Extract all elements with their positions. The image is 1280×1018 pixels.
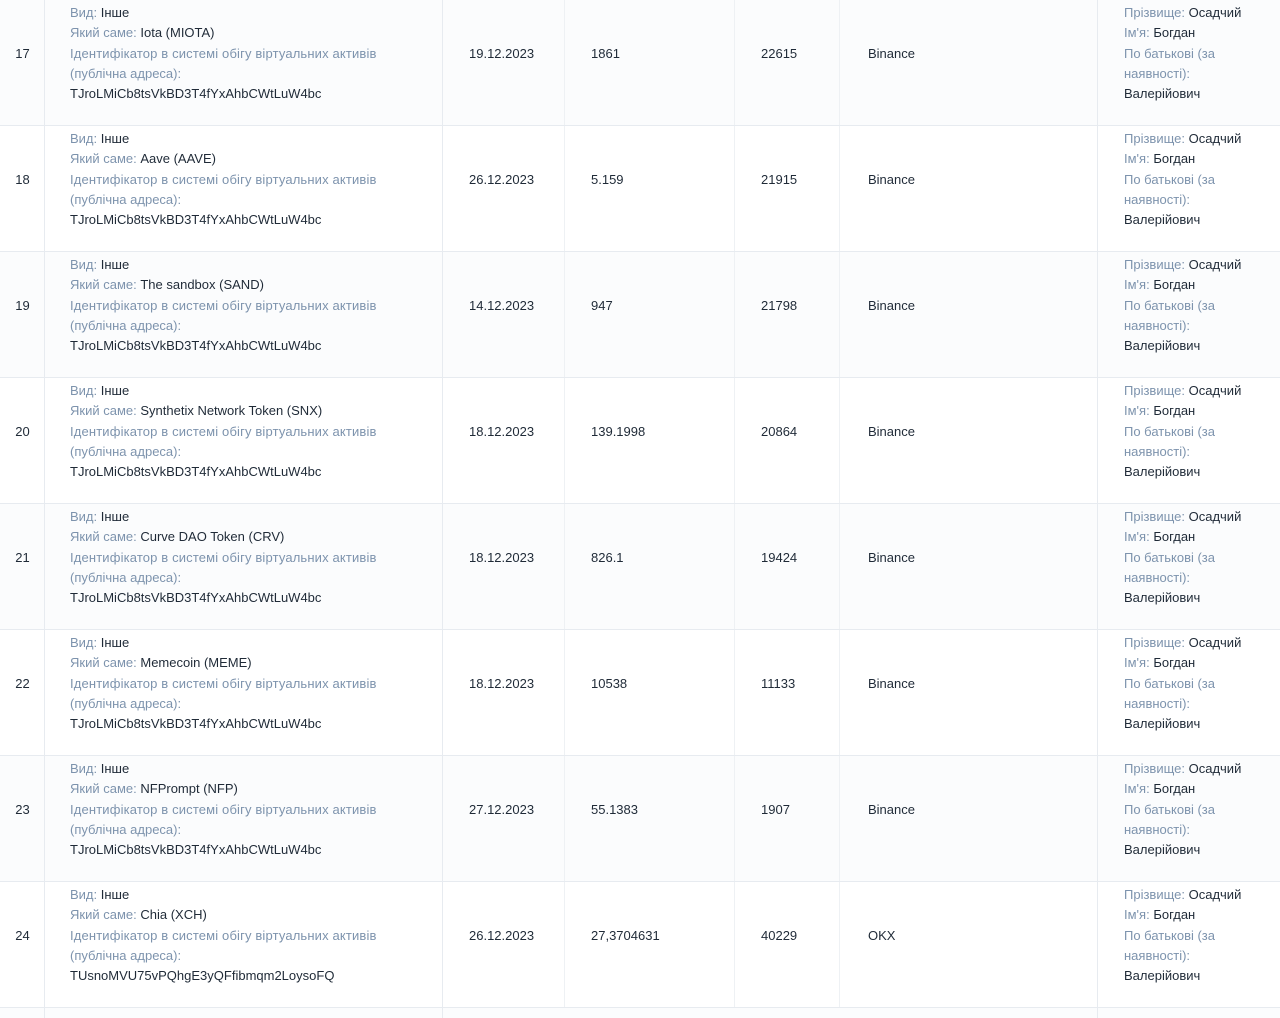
row-number: 24 bbox=[15, 928, 30, 943]
exchange-cell bbox=[840, 630, 1098, 755]
surname-label: Прізвище: bbox=[1124, 761, 1185, 776]
row-number: 23 bbox=[15, 802, 30, 817]
row-number-cell bbox=[0, 630, 45, 755]
public-address-label: (публічна адреса): bbox=[70, 695, 182, 711]
row-number-cell bbox=[0, 756, 45, 881]
public-address-label: (публічна адреса): bbox=[70, 443, 182, 459]
asset-name: NFPrompt (NFP) bbox=[140, 781, 238, 797]
name-value: Богдан bbox=[1153, 403, 1196, 419]
row-number-cell bbox=[0, 504, 45, 629]
kind-label: Вид: bbox=[70, 761, 98, 776]
kind-label: Вид: bbox=[70, 5, 98, 20]
surname-label: Прізвище: bbox=[1124, 887, 1185, 902]
asset-cell bbox=[45, 0, 443, 125]
public-address-label: (публічна адреса): bbox=[70, 191, 182, 207]
kind-label: Вид: bbox=[70, 131, 98, 146]
exchange-cell bbox=[840, 252, 1098, 377]
public-address-label: (публічна адреса): bbox=[70, 317, 182, 333]
name-value: Богдан bbox=[1153, 781, 1196, 797]
row-number: 22 bbox=[15, 676, 30, 691]
name-label: Ім'я: bbox=[1124, 529, 1150, 545]
surname-value: Осадчий bbox=[1188, 131, 1242, 146]
wallet-address: TUsnoMVU75vPQhgE3yQFfibmqm2LoysoFQ bbox=[70, 968, 335, 984]
kind-value: Інше bbox=[100, 509, 130, 524]
row-number: 18 bbox=[15, 172, 30, 187]
surname-label: Прізвище: bbox=[1124, 131, 1185, 146]
which-label: Який саме: bbox=[70, 25, 137, 41]
owner-cell bbox=[1098, 630, 1280, 755]
name-label: Ім'я: bbox=[1124, 151, 1150, 167]
asset-amount: 10538 bbox=[591, 676, 628, 691]
asset-cell bbox=[45, 630, 443, 755]
surname-value: Осадчий bbox=[1188, 635, 1242, 650]
patronymic-label-1: По батькові (за bbox=[1124, 549, 1215, 565]
owner-cell bbox=[1098, 126, 1280, 251]
wallet-address: TJroLMiCb8tsVkBD3T4fYxAhbCWtLuW4bc bbox=[70, 86, 322, 102]
surname-label: Прізвище: bbox=[1124, 257, 1185, 272]
asset-cell bbox=[45, 252, 443, 377]
patronymic-value: Валерійович bbox=[1124, 338, 1201, 354]
name-label: Ім'я: bbox=[1124, 277, 1150, 293]
exchange-cell bbox=[840, 0, 1098, 125]
date-cell bbox=[443, 252, 565, 377]
amount-cell bbox=[565, 0, 735, 125]
exchange-cell bbox=[840, 1008, 1098, 1018]
asset-name: Iota (MIOTA) bbox=[140, 25, 215, 41]
acquisition-date: 14.12.2023 bbox=[469, 298, 535, 313]
acquisition-date: 18.12.2023 bbox=[469, 676, 535, 691]
asset-cell bbox=[45, 504, 443, 629]
exchange-name: Binance bbox=[868, 676, 915, 691]
kind-label: Вид: bbox=[70, 887, 98, 902]
acquisition-date: 19.12.2023 bbox=[469, 46, 535, 61]
asset-name: The sandbox (SAND) bbox=[140, 277, 264, 293]
date-cell bbox=[443, 882, 565, 1007]
date-cell bbox=[443, 630, 565, 755]
owner-cell bbox=[1098, 378, 1280, 503]
patronymic-label-1: По батькові (за bbox=[1124, 45, 1215, 61]
kind-value: Інше bbox=[100, 131, 130, 146]
row-number-cell bbox=[0, 252, 45, 377]
asset-cell bbox=[45, 126, 443, 251]
patronymic-label-2: наявності): bbox=[1124, 695, 1191, 711]
table-row bbox=[0, 630, 1280, 756]
which-label: Який саме: bbox=[70, 655, 137, 671]
patronymic-value: Валерійович bbox=[1124, 464, 1201, 480]
asset-name: Chia (XCH) bbox=[140, 907, 207, 923]
kind-value: Інше bbox=[100, 5, 130, 20]
public-address-label: (публічна адреса): bbox=[70, 65, 182, 81]
wallet-address: TJroLMiCb8tsVkBD3T4fYxAhbCWtLuW4bc bbox=[70, 212, 322, 228]
which-label: Який саме: bbox=[70, 403, 137, 419]
asset-value: 20864 bbox=[761, 424, 798, 439]
surname-value: Осадчий bbox=[1188, 887, 1242, 902]
row-number: 21 bbox=[15, 550, 30, 565]
surname-value: Осадчий bbox=[1188, 383, 1242, 398]
exchange-cell bbox=[840, 378, 1098, 503]
patronymic-label-2: наявності): bbox=[1124, 821, 1191, 837]
patronymic-label-1: По батькові (за bbox=[1124, 171, 1215, 187]
table-row bbox=[0, 378, 1280, 504]
exchange-cell bbox=[840, 126, 1098, 251]
row-number-cell bbox=[0, 882, 45, 1007]
row-number-cell bbox=[0, 0, 45, 125]
patronymic-value: Валерійович bbox=[1124, 716, 1201, 732]
exchange-cell bbox=[840, 504, 1098, 629]
asset-amount: 826.1 bbox=[591, 550, 624, 565]
owner-cell bbox=[1098, 252, 1280, 377]
which-label: Який саме: bbox=[70, 529, 137, 545]
kind-value: Інше bbox=[100, 761, 130, 776]
table-row bbox=[0, 1008, 1280, 1018]
asset-amount: 5.159 bbox=[591, 172, 624, 187]
patronymic-label-1: По батькові (за bbox=[1124, 423, 1215, 439]
kind-value: Інше bbox=[100, 257, 130, 272]
acquisition-date: 27.12.2023 bbox=[469, 802, 535, 817]
date-cell bbox=[443, 126, 565, 251]
row-number: 20 bbox=[15, 424, 30, 439]
row-number: 17 bbox=[15, 46, 30, 61]
public-address-label: (публічна адреса): bbox=[70, 569, 182, 585]
kind-label: Вид: bbox=[70, 257, 98, 272]
kind-value: Інше bbox=[100, 383, 130, 398]
exchange-name: Binance bbox=[868, 424, 915, 439]
wallet-address: TJroLMiCb8tsVkBD3T4fYxAhbCWtLuW4bc bbox=[70, 716, 322, 732]
amount-cell bbox=[565, 378, 735, 503]
asset-cell bbox=[45, 1008, 443, 1018]
name-value: Богдан bbox=[1153, 907, 1196, 923]
amount-cell bbox=[565, 504, 735, 629]
exchange-cell bbox=[840, 756, 1098, 881]
owner-cell bbox=[1098, 882, 1280, 1007]
table-row bbox=[0, 126, 1280, 252]
value-cell bbox=[735, 882, 840, 1007]
name-value: Богдан bbox=[1153, 151, 1196, 167]
table-row bbox=[0, 756, 1280, 882]
exchange-name: Binance bbox=[868, 172, 915, 187]
asset-amount: 55.1383 bbox=[591, 802, 638, 817]
asset-value: 19424 bbox=[761, 550, 798, 565]
row-number-cell bbox=[0, 126, 45, 251]
value-cell bbox=[735, 504, 840, 629]
name-label: Ім'я: bbox=[1124, 655, 1150, 671]
date-cell bbox=[443, 378, 565, 503]
table-row bbox=[0, 504, 1280, 630]
name-label: Ім'я: bbox=[1124, 781, 1150, 797]
table-row bbox=[0, 0, 1280, 126]
surname-value: Осадчий bbox=[1188, 761, 1242, 776]
asset-value: 11133 bbox=[761, 676, 796, 691]
acquisition-date: 26.12.2023 bbox=[469, 928, 535, 943]
asset-value: 22615 bbox=[761, 46, 798, 61]
asset-value: 1907 bbox=[761, 802, 790, 817]
kind-label: Вид: bbox=[70, 383, 98, 398]
patronymic-label-2: наявності): bbox=[1124, 317, 1191, 333]
amount-cell bbox=[565, 882, 735, 1007]
amount-cell bbox=[565, 630, 735, 755]
kind-label: Вид: bbox=[70, 509, 98, 524]
identifier-label: Ідентифікатор в системі обігу віртуальних активів bbox=[70, 801, 377, 817]
patronymic-label-1: По батькові (за bbox=[1124, 801, 1215, 817]
asset-name: Memecoin (MEME) bbox=[140, 655, 252, 671]
amount-cell bbox=[565, 252, 735, 377]
wallet-address: TJroLMiCb8tsVkBD3T4fYxAhbCWtLuW4bc bbox=[70, 464, 322, 480]
identifier-label: Ідентифікатор в системі обігу віртуальних активів bbox=[70, 675, 377, 691]
kind-value: Інше bbox=[100, 887, 130, 902]
patronymic-value: Валерійович bbox=[1124, 842, 1201, 858]
surname-label: Прізвище: bbox=[1124, 383, 1185, 398]
date-cell bbox=[443, 756, 565, 881]
surname-label: Прізвище: bbox=[1124, 509, 1185, 524]
name-value: Богдан bbox=[1153, 655, 1196, 671]
row-number-cell bbox=[0, 1008, 45, 1018]
name-label: Ім'я: bbox=[1124, 25, 1150, 41]
which-label: Який саме: bbox=[70, 781, 137, 797]
which-label: Який саме: bbox=[70, 277, 137, 293]
identifier-label: Ідентифікатор в системі обігу віртуальних активів bbox=[70, 297, 377, 313]
identifier-label: Ідентифікатор в системі обігу віртуальних активів bbox=[70, 549, 377, 565]
row-number-cell bbox=[0, 378, 45, 503]
exchange-name: OKX bbox=[868, 928, 896, 943]
value-cell bbox=[735, 252, 840, 377]
patronymic-value: Валерійович bbox=[1124, 212, 1201, 228]
patronymic-label-2: наявності): bbox=[1124, 443, 1191, 459]
surname-value: Осадчий bbox=[1188, 509, 1242, 524]
surname-label: Прізвище: bbox=[1124, 5, 1185, 20]
patronymic-value: Валерійович bbox=[1124, 86, 1201, 102]
surname-value: Осадчий bbox=[1188, 5, 1242, 20]
name-value: Богдан bbox=[1153, 25, 1196, 41]
exchange-name: Binance bbox=[868, 802, 915, 817]
asset-value: 21915 bbox=[761, 172, 798, 187]
value-cell bbox=[735, 378, 840, 503]
asset-amount: 27,3704631 bbox=[591, 928, 660, 943]
acquisition-date: 18.12.2023 bbox=[469, 550, 535, 565]
kind-value: Інше bbox=[100, 635, 130, 650]
asset-name: Aave (AAVE) bbox=[140, 151, 216, 167]
surname-value: Осадчий bbox=[1188, 257, 1242, 272]
patronymic-label-2: наявності): bbox=[1124, 569, 1191, 585]
exchange-name: Binance bbox=[868, 46, 915, 61]
which-label: Який саме: bbox=[70, 907, 137, 923]
asset-cell bbox=[45, 378, 443, 503]
identifier-label: Ідентифікатор в системі обігу віртуальних активів bbox=[70, 45, 377, 61]
exchange-cell bbox=[840, 882, 1098, 1007]
value-cell bbox=[735, 0, 840, 125]
surname-label: Прізвище: bbox=[1124, 635, 1185, 650]
date-cell bbox=[443, 504, 565, 629]
name-value: Богдан bbox=[1153, 529, 1196, 545]
patronymic-value: Валерійович bbox=[1124, 968, 1201, 984]
wallet-address: TJroLMiCb8tsVkBD3T4fYxAhbCWtLuW4bc bbox=[70, 338, 322, 354]
row-number: 19 bbox=[15, 298, 30, 313]
amount-cell bbox=[565, 126, 735, 251]
name-label: Ім'я: bbox=[1124, 403, 1150, 419]
value-cell bbox=[735, 756, 840, 881]
patronymic-label-1: По батькові (за bbox=[1124, 297, 1215, 313]
asset-amount: 139.1998 bbox=[591, 424, 646, 439]
date-cell bbox=[443, 0, 565, 125]
name-value: Богдан bbox=[1153, 277, 1196, 293]
owner-cell bbox=[1098, 504, 1280, 629]
which-label: Який саме: bbox=[70, 151, 137, 167]
asset-name: Synthetix Network Token (SNX) bbox=[140, 403, 323, 419]
acquisition-date: 18.12.2023 bbox=[469, 424, 535, 439]
patronymic-label-2: наявності): bbox=[1124, 65, 1191, 81]
wallet-address: TJroLMiCb8tsVkBD3T4fYxAhbCWtLuW4bc bbox=[70, 842, 322, 858]
amount-cell bbox=[565, 756, 735, 881]
name-label: Ім'я: bbox=[1124, 907, 1150, 923]
public-address-label: (публічна адреса): bbox=[70, 821, 182, 837]
identifier-label: Ідентифікатор в системі обігу віртуальних активів bbox=[70, 171, 377, 187]
table-row bbox=[0, 882, 1280, 1008]
asset-cell bbox=[45, 756, 443, 881]
patronymic-value: Валерійович bbox=[1124, 590, 1201, 606]
asset-cell bbox=[45, 882, 443, 1007]
patronymic-label-1: По батькові (за bbox=[1124, 927, 1215, 943]
identifier-label: Ідентифікатор в системі обігу віртуальних активів bbox=[70, 423, 377, 439]
asset-value: 40229 bbox=[761, 928, 798, 943]
exchange-name: Binance bbox=[868, 298, 915, 313]
owner-cell bbox=[1098, 756, 1280, 881]
patronymic-label-2: наявності): bbox=[1124, 191, 1191, 207]
value-cell bbox=[735, 630, 840, 755]
public-address-label: (публічна адреса): bbox=[70, 947, 182, 963]
asset-name: Curve DAO Token (CRV) bbox=[140, 529, 285, 545]
wallet-address: TJroLMiCb8tsVkBD3T4fYxAhbCWtLuW4bc bbox=[70, 590, 322, 606]
exchange-name: Binance bbox=[868, 550, 915, 565]
owner-cell bbox=[1098, 0, 1280, 125]
value-cell bbox=[735, 126, 840, 251]
acquisition-date: 26.12.2023 bbox=[469, 172, 535, 187]
patronymic-label-1: По батькові (за bbox=[1124, 675, 1215, 691]
identifier-label: Ідентифікатор в системі обігу віртуальних активів bbox=[70, 927, 377, 943]
asset-amount: 1861 bbox=[591, 46, 620, 61]
asset-amount: 947 bbox=[591, 298, 613, 313]
patronymic-label-2: наявності): bbox=[1124, 947, 1191, 963]
asset-value: 21798 bbox=[761, 298, 798, 313]
table-row bbox=[0, 252, 1280, 378]
kind-label: Вид: bbox=[70, 635, 98, 650]
